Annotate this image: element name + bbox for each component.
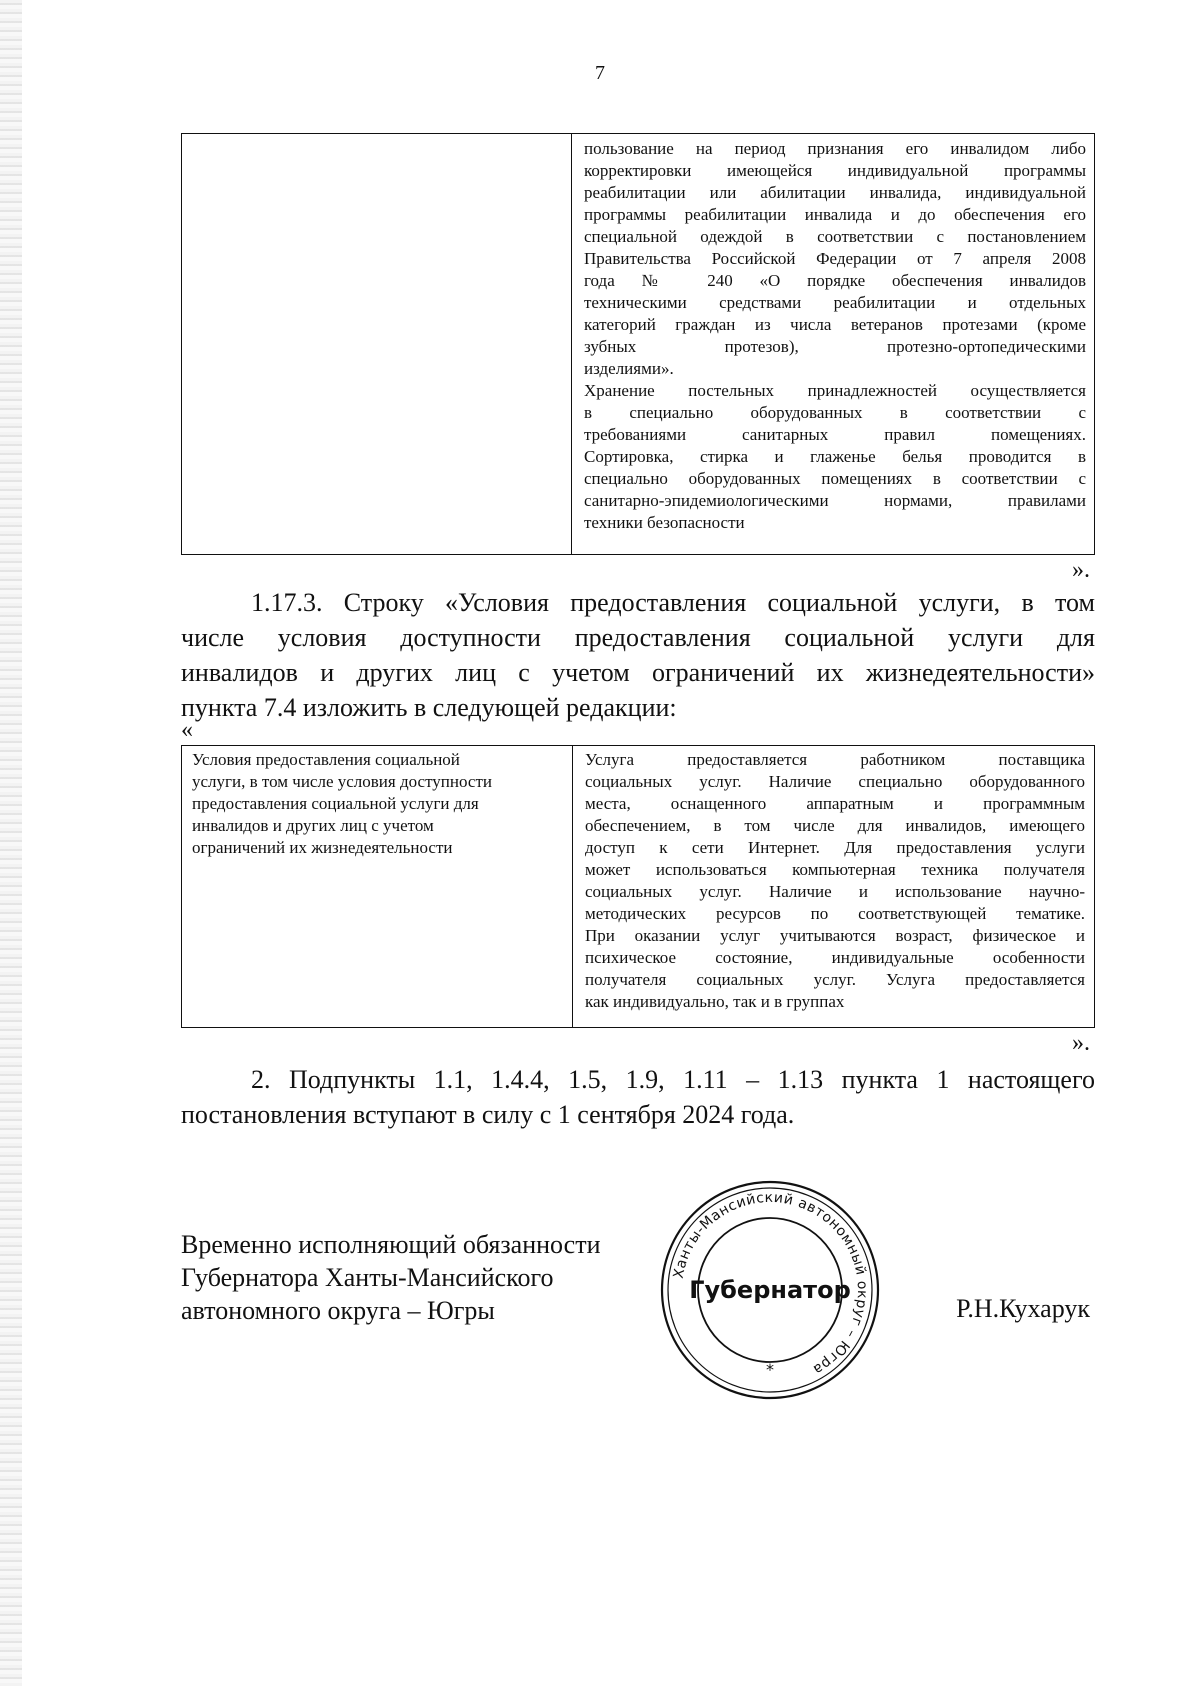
- signatory-position-line: Губернатора Ханты-Мансийского: [181, 1263, 554, 1292]
- seal-star: *: [766, 1360, 774, 1379]
- text-line: обеспечением, в том числе для инвалидов, имеющего: [585, 816, 1085, 835]
- text-line: реабилитации или абилитации инвалида, индивидуальной: [584, 183, 1086, 202]
- text-line: как индивидуально, так и в группах: [585, 992, 845, 1011]
- text-line: ограничений их жизнедеятельности: [192, 838, 453, 857]
- closing-quote: ».: [1072, 1030, 1090, 1056]
- text-line: категорий граждан из числа ветеранов протезами (кроме: [584, 315, 1086, 334]
- seal-center-text: Губернатор: [689, 1276, 851, 1304]
- text-line: специальной одеждой в соответствии с постановлением: [584, 227, 1086, 246]
- table-new-wording: [181, 745, 1095, 1028]
- paragraph-1-17-3: [181, 585, 1095, 725]
- text-line: места, оснащенного аппаратным и программным: [585, 794, 1085, 813]
- text-line: пользование на период признания его инвалидом либо: [584, 139, 1086, 158]
- text-line: предоставления социальной услуги для: [192, 794, 479, 813]
- text-line: Правительства Российской Федерации от 7 апреля 2008: [584, 249, 1086, 268]
- table-new-wording-right-cell: [573, 746, 1094, 1027]
- text-line: Сортировка, стирка и глаженье белья проводится в: [584, 447, 1086, 466]
- governor-seal: [655, 1175, 885, 1405]
- text-line: методических ресурсов по соответствующей тематике.: [585, 904, 1085, 923]
- paragraph-line: числе условия доступности предоставления социальной услуги для: [181, 623, 1095, 652]
- paragraph-line: постановления вступают в силу с 1 сентября 2024 года.: [181, 1100, 795, 1129]
- paragraph-line: инвалидов и других лиц с учетом ограничений их жизнедеятельности»: [181, 658, 1095, 687]
- text-line: инвалидов и других лиц с учетом: [192, 816, 434, 835]
- text-line: психическое состояние, индивидуальные особенности: [585, 948, 1085, 967]
- signatory-position-line: Временно исполняющий обязанности: [181, 1230, 601, 1259]
- text-line: Услуга предоставляется работником поставщика: [585, 750, 1085, 769]
- signatory-name: Р.Н.Кухарук: [956, 1294, 1090, 1323]
- text-line: требованиями санитарных правил помещениях.: [584, 425, 1086, 444]
- signatory-position: [181, 1228, 651, 1327]
- paragraph-line: пункта 7.4 изложить в следующей редакции:: [181, 693, 677, 722]
- text-line: программы реабилитации инвалида и до обеспечения его: [584, 205, 1086, 224]
- text-line: получателя социальных услуг. Услуга предоставляется: [585, 970, 1085, 989]
- text-line: года № 240 «О порядке обеспечения инвалидов: [584, 271, 1086, 290]
- text-line: техническими средствами реабилитации и отдельных: [584, 293, 1086, 312]
- text-line: Хранение постельных принадлежностей осуществляется: [584, 381, 1086, 400]
- opening-quote: «: [181, 717, 193, 743]
- text-line: зубных протезов), протезно-ортопедическими: [584, 337, 1086, 356]
- text-line: изделиями».: [584, 359, 674, 378]
- text-line: услуги, в том числе условия доступности: [192, 772, 492, 791]
- text-line: При оказании услуг учитываются возраст, физическое и: [585, 926, 1085, 945]
- table-continuation: [181, 133, 1095, 555]
- text-line: в специально оборудованных в соответствии с: [584, 403, 1086, 422]
- seal-ring-text: Ханты-Мансийский автономный округ – Югра: [670, 1189, 871, 1378]
- paragraph-line: 2. Подпункты 1.1, 1.4.4, 1.5, 1.9, 1.11 – 1.13 пункта 1 настоящего: [251, 1065, 1095, 1094]
- text-line: доступ к сети Интернет. Для предоставления услуги: [585, 838, 1085, 857]
- text-line: техники безопасности: [584, 513, 745, 532]
- signatory-position-line: автономного округа – Югры: [181, 1296, 495, 1325]
- closing-quote: ».: [1072, 557, 1090, 583]
- text-line: специально оборудованных помещениях в соответствии с: [584, 469, 1086, 488]
- text-line: Условия предоставления социальной: [192, 750, 460, 769]
- table-new-wording-left-cell: [182, 746, 573, 1027]
- text-line: санитарно-эпидемиологическими нормами, правилами: [584, 491, 1086, 510]
- text-line: социальных услуг. Наличие и использование научно-: [585, 882, 1085, 901]
- page-number: 7: [595, 62, 605, 84]
- table-continuation-right-cell: [572, 134, 1094, 554]
- table-continuation-left-cell: [182, 134, 572, 554]
- text-line: может использоваться компьютерная техника получателя: [585, 860, 1085, 879]
- paragraph-2: [181, 1062, 1095, 1132]
- scan-edge: [0, 0, 22, 1686]
- paragraph-line: 1.17.3. Строку «Условия предоставления социальной услуги, в том: [251, 588, 1095, 617]
- text-line: социальных услуг. Наличие специально оборудованного: [585, 772, 1085, 791]
- text-line: корректировки имеющейся индивидуальной программы: [584, 161, 1086, 180]
